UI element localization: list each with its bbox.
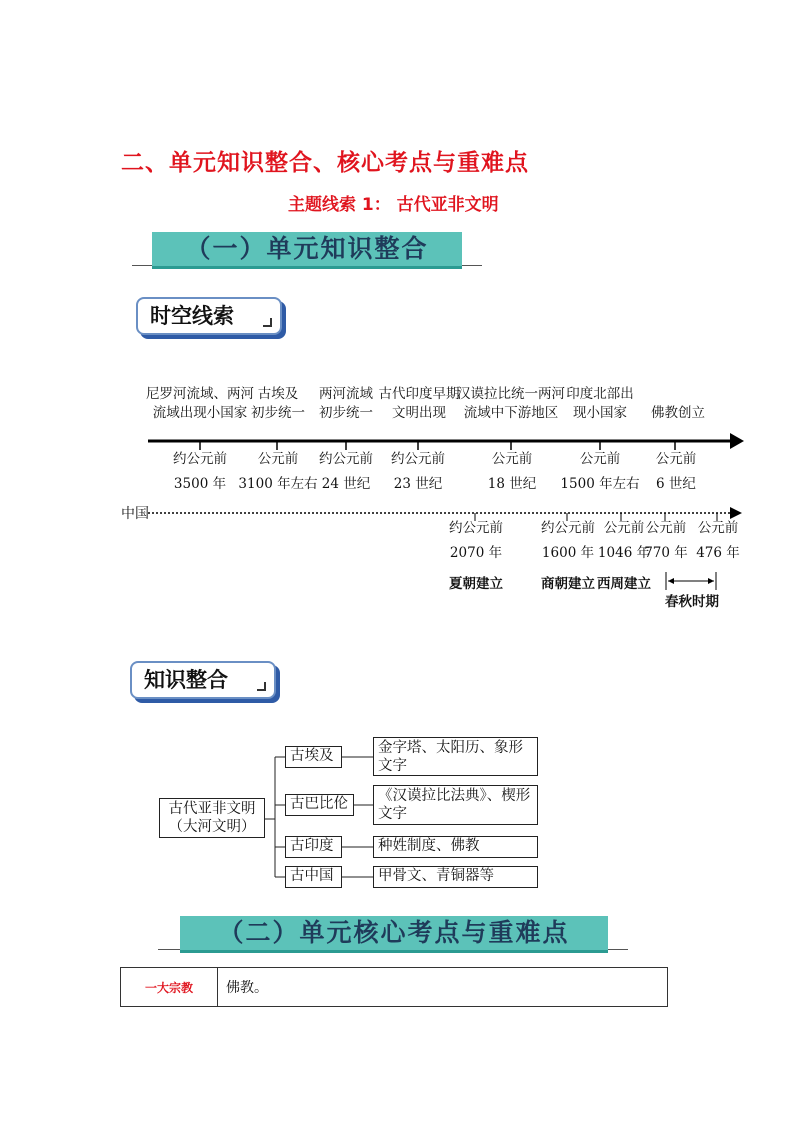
timeline-event (640, 404, 716, 423)
event-line: 印度北部出 (566, 386, 634, 402)
section-heading: 二、单元知识整合、核心考点与重难点 (121, 150, 529, 176)
date-line: 24 世纪 (321, 476, 371, 492)
timeline-date (160, 447, 240, 497)
section-banner-2: （二）单元核心考点与重难点 (180, 916, 608, 953)
event-line: 古代印度早期 (378, 386, 460, 402)
china-event: 夏朝建立 (449, 576, 503, 592)
date-line: 1500 年左右 (560, 476, 640, 492)
theme-subtitle: 主题线索 1： 古代亚非文明 (288, 195, 499, 215)
root-line: 古代亚非文明 (168, 801, 256, 817)
date-line: 公元前 (491, 451, 533, 467)
event-line: 初步统一 (319, 405, 373, 421)
date-line: 约公元前 (541, 520, 595, 536)
event-line: 流域中下游地区 (463, 405, 559, 421)
key-label: 一大宗教 (121, 968, 218, 1007)
timeline-event (374, 385, 464, 423)
table-row (121, 968, 668, 1007)
event-line: 汉谟拉比统一两河 (457, 386, 565, 402)
branch-china: 古中国 (285, 866, 342, 888)
detail-china: 甲骨文、青铜器等 (373, 866, 538, 888)
date-line: 770 年 (644, 545, 688, 561)
date-line: 公元前 (603, 520, 645, 536)
period-label: 春秋时期 (665, 594, 719, 610)
date-line: 约公元前 (173, 451, 227, 467)
china-date (438, 516, 514, 566)
tree-root (159, 798, 265, 838)
branch-egypt: 古埃及 (285, 746, 342, 768)
branch-india: 古印度 (285, 836, 342, 858)
event-line: 尼罗河流域、两河 (146, 386, 254, 402)
period-bracket (662, 568, 722, 592)
china-date (694, 516, 742, 566)
key-points-table (120, 967, 668, 1007)
date-line: 1046 年 (597, 545, 651, 561)
date-line: 476 年 (696, 545, 740, 561)
date-line: 约公元前 (319, 451, 373, 467)
event-line: 佛教创立 (651, 405, 705, 421)
date-line: 23 世纪 (393, 476, 443, 492)
detail-babylon (373, 785, 538, 825)
date-line: 公元前 (579, 451, 621, 467)
detail-india: 种姓制度、佛教 (373, 836, 538, 858)
timeline-tag-label: 时空线索 (150, 304, 234, 328)
branch-babylon: 古巴比伦 (285, 794, 354, 816)
date-line: 18 世纪 (487, 476, 537, 492)
timeline-date (554, 447, 646, 497)
china-date (530, 516, 606, 566)
detail-egypt (373, 737, 538, 776)
date-line: 1600 年 (541, 545, 595, 561)
timeline-event (558, 385, 642, 423)
event-line: 两河流域 (319, 386, 373, 402)
corner-mark-icon (257, 682, 266, 691)
event-line: 初步统一 (251, 405, 305, 421)
timeline-date (472, 447, 552, 497)
section-banner-1: （一）单元知识整合 (152, 232, 462, 269)
corner-mark-icon (263, 318, 272, 327)
timeline-event (308, 385, 384, 423)
event-line: 文明出现 (392, 405, 446, 421)
timeline-event (240, 385, 316, 423)
date-line: 约公元前 (449, 520, 503, 536)
detail-line: 金字塔、太阳历、象形 (378, 740, 523, 756)
timeline-date (644, 447, 708, 497)
knowledge-tag (130, 661, 276, 699)
key-value: 佛教。 (218, 968, 668, 1007)
event-line: 现小国家 (573, 405, 627, 421)
date-line: 3500 年 (173, 476, 227, 492)
detail-line: 文字 (378, 806, 407, 822)
timeline-date (378, 447, 458, 497)
date-line: 公元前 (645, 520, 687, 536)
china-event: 西周建立 (597, 576, 651, 592)
china-event: 商朝建立 (541, 576, 595, 592)
event-line: 流域出现小国家 (152, 405, 248, 421)
detail-line: 文字 (378, 758, 407, 774)
date-line: 公元前 (257, 451, 299, 467)
knowledge-tag-label: 知识整合 (144, 668, 228, 692)
date-line: 公元前 (655, 451, 697, 467)
event-line: 古埃及 (257, 386, 299, 402)
date-line: 公元前 (697, 520, 739, 536)
date-line: 约公元前 (391, 451, 445, 467)
date-line: 6 世纪 (656, 476, 696, 492)
date-line: 2070 年 (449, 545, 503, 561)
root-line: （大河文明） (168, 819, 256, 835)
timeline-event (145, 385, 255, 423)
timeline-event (453, 385, 569, 423)
china-label: 中国 (121, 506, 149, 522)
date-line: 3100 年左右 (238, 476, 318, 492)
detail-line: 《汉谟拉比法典》、楔形 (378, 788, 531, 804)
timeline-tag (136, 297, 282, 335)
timeline-date (306, 447, 386, 497)
china-date (642, 516, 690, 566)
